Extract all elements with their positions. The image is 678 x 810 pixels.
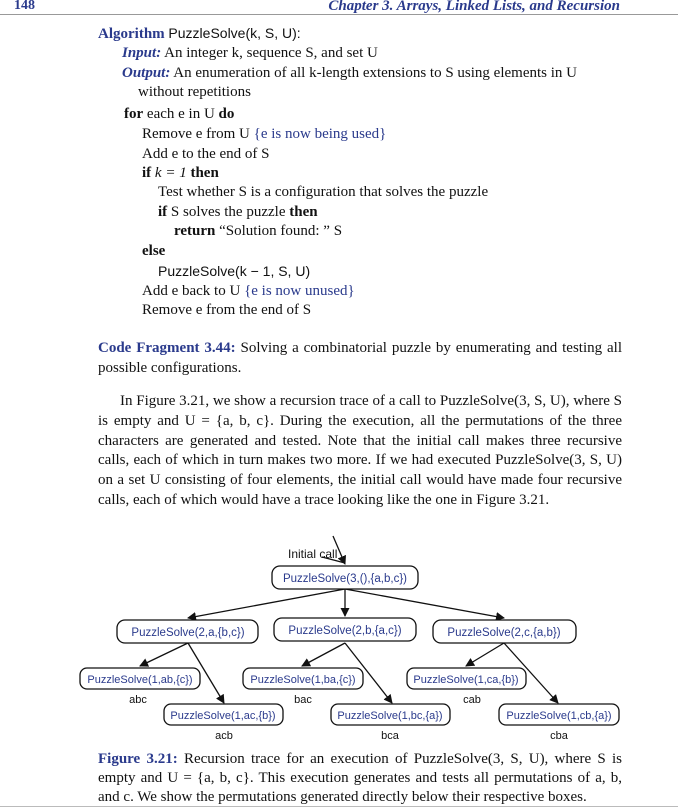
remove-comment: {e is now being used} (253, 126, 387, 142)
node-l1-b-label: PuzzleSolve(2,b,{a,c}) (288, 625, 402, 637)
node-l2-ab-label: PuzzleSolve(1,ab,{c}) (87, 674, 193, 686)
test-line: Test whether S is a configuration that solves the puzzle (158, 184, 489, 200)
addback-comment: {e is now unused} (244, 283, 355, 299)
node-l1-b (274, 618, 416, 641)
body-paragraph: In Figure 3.21, we show a recursion trace of a call to PuzzleSolve(3, S, U), where S is empty and U = {a, b, c}. During the execution, all the permutations of the three characters are generated and tested. Note that the initial call makes three recursive calls, each of which in turn makes two more. If we had executed PuzzleSolve(3, S, U) on a set U consisting of four elements, the initial call would have made four recursive calls, each of which would have a trace looking like the one in Figure 3.21. (98, 393, 622, 508)
recurse-line: PuzzleSolve(k − 1, S, U) (158, 263, 311, 279)
addback-text: Add e back to U (142, 283, 241, 299)
page-number: 148 (14, 0, 35, 13)
edge-a-ab (140, 643, 188, 666)
perm-bca: bca (381, 730, 399, 742)
node-l2-ca (407, 668, 526, 689)
node-l2-cb-label: PuzzleSolve(1,cb,{a}) (506, 710, 612, 722)
node-l2-ab (80, 668, 200, 689)
node-l2-cb (499, 704, 619, 725)
removeend-line: Remove e from the end of S (142, 302, 312, 318)
edge-b-ba (302, 643, 345, 666)
if-keyword: if (142, 165, 152, 181)
then-s-keyword: then (289, 204, 318, 220)
add-line: Add e to the end of S (142, 146, 270, 162)
if-s-condition: S solves the puzzle (170, 204, 286, 220)
node-l2-bc (331, 704, 450, 725)
perm-acb: acb (215, 730, 233, 742)
else-keyword: else (142, 243, 166, 259)
figure-caption-text: Recursion trace for an execution of PuzzleSolve(3, S, U), where S is empty and U = {a, b, c}. This execution generates and tests all permutations of a, b, and c. We show the permutations generated directly below their respective boxes. (98, 751, 623, 805)
output-text-1: An enumeration of all k-length extensions to S using elements in U (173, 65, 577, 81)
output-text-2: without repetitions (138, 84, 251, 100)
initial-call-label: Initial call (288, 547, 338, 561)
for-keyword: for (124, 106, 144, 122)
perm-bac: bac (294, 694, 312, 706)
chapter-title: Chapter 3. Arrays, Linked Lists, and Recursion (328, 0, 620, 14)
figure-caption (98, 750, 622, 807)
input-label: Input: (122, 45, 162, 61)
node-l2-ac (164, 704, 283, 725)
footer-rule (0, 806, 678, 807)
perm-abc: abc (129, 694, 147, 706)
perm-cab: cab (463, 694, 481, 706)
algorithm-name: PuzzleSolve(k, S, U): (168, 25, 301, 41)
return-text: “Solution found: ” S (219, 223, 343, 239)
if-condition: k = 1 (154, 165, 187, 181)
node-l2-ba-label: PuzzleSolve(1,ba,{c}) (250, 674, 356, 686)
node-l2-bc-label: PuzzleSolve(1,bc,{a}) (337, 710, 443, 722)
if-s-keyword: if (158, 204, 168, 220)
node-l2-ac-label: PuzzleSolve(1,ac,{b}) (170, 710, 276, 722)
input-text: An integer k, sequence S, and set U (164, 45, 378, 61)
return-keyword: return (174, 223, 216, 239)
node-l1-c (433, 620, 576, 643)
do-keyword: do (218, 106, 235, 122)
perm-cba: cba (550, 730, 568, 742)
node-root (272, 566, 418, 589)
node-l1-a-label: PuzzleSolve(2,a,{b,c}) (131, 627, 245, 639)
node-l2-ca-label: PuzzleSolve(1,ca,{b}) (413, 674, 519, 686)
then-keyword: then (190, 165, 219, 181)
edge-root-l1-2 (345, 589, 504, 618)
output-label: Output: (122, 65, 171, 81)
node-root-label: PuzzleSolve(3,(),{a,b,c}) (282, 573, 408, 585)
edge-root-l1-0 (188, 589, 345, 618)
remove-text: Remove e from U (142, 126, 250, 142)
edge-c-ca (466, 643, 504, 666)
algorithm-keyword: Algorithm (98, 26, 165, 42)
node-l1-a (117, 620, 258, 643)
code-fragment-label: Code Fragment 3.44: (98, 340, 236, 356)
figure-label: Figure 3.21: (98, 751, 178, 767)
for-text: each e in U (146, 106, 215, 122)
node-l2-ba (243, 668, 363, 689)
node-l1-c-label: PuzzleSolve(2,c,{a,b}) (447, 627, 561, 639)
code-fragment-text: Solving a combinatorial puzzle by enumerating and testing all possible configurations. (98, 340, 623, 376)
